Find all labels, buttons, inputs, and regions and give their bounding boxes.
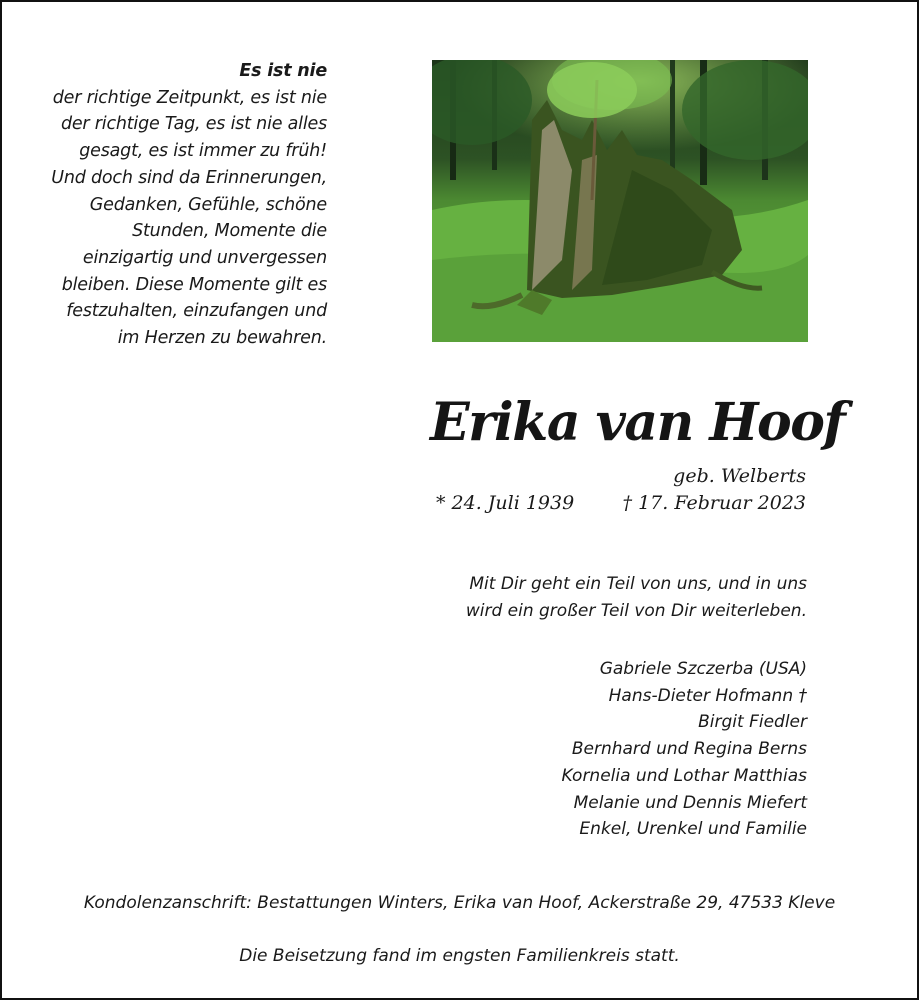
mourner: Birgit Fiedler <box>698 712 807 733</box>
poem-line: Es ist nie <box>239 61 327 81</box>
forest-tree-stump-photo <box>432 60 808 342</box>
mourner: Kornelia und Lothar Matthias <box>561 765 807 786</box>
mourner: Gabriele Szczerba (USA) <box>599 659 807 679</box>
quote-line: wird ein großer Teil von Dir weiterleben. <box>465 601 807 621</box>
deceased-name: Erika van Hoof <box>430 392 845 453</box>
poem-line: Und doch sind da Erinnerungen, <box>51 167 327 188</box>
poem-line: bleiben. Diese Momente gilt es <box>61 274 327 295</box>
mourner: Hans-Dieter Hofmann † <box>608 685 807 706</box>
mourner: Enkel, Urenkel und Familie <box>579 819 807 840</box>
burial-note: Die Beisetzung fand im engsten Familienkreis statt. <box>239 946 680 966</box>
poem-line: der richtige Zeitpunkt, es ist nie <box>52 87 327 108</box>
death-date: † 17. Februar 2023 <box>622 492 806 514</box>
poem-line: festzuhalten, einzufangen und <box>66 301 327 322</box>
poem-line: Gedanken, Gefühle, schöne <box>89 194 327 215</box>
poem-line: gesagt, es ist immer zu früh! <box>79 141 327 162</box>
maiden-name: geb. Welberts <box>673 465 806 487</box>
poem-line: einzigartig und unvergessen <box>82 247 327 268</box>
quote-line: Mit Dir geht ein Teil von uns, und in uns <box>469 574 807 594</box>
farewell-quote <box>420 571 807 625</box>
condolence-address: Kondolenzanschrift: Bestattungen Winters, Erika van Hoof, Ackerstraße 29, 47533 Kleve <box>83 893 836 913</box>
mourner: Bernhard und Regina Berns <box>571 739 807 760</box>
mourner: Melanie und Dennis Miefert <box>573 792 807 813</box>
birth-date: * 24. Juli 1939 <box>436 492 575 514</box>
poem <box>40 58 327 352</box>
poem-line: Stunden, Momente die <box>132 221 327 242</box>
mourners-list <box>500 656 807 843</box>
photo-drawing <box>432 60 808 342</box>
poem-line: im Herzen zu bewahren. <box>117 328 327 349</box>
poem-line: der richtige Tag, es ist nie alles <box>60 114 327 135</box>
